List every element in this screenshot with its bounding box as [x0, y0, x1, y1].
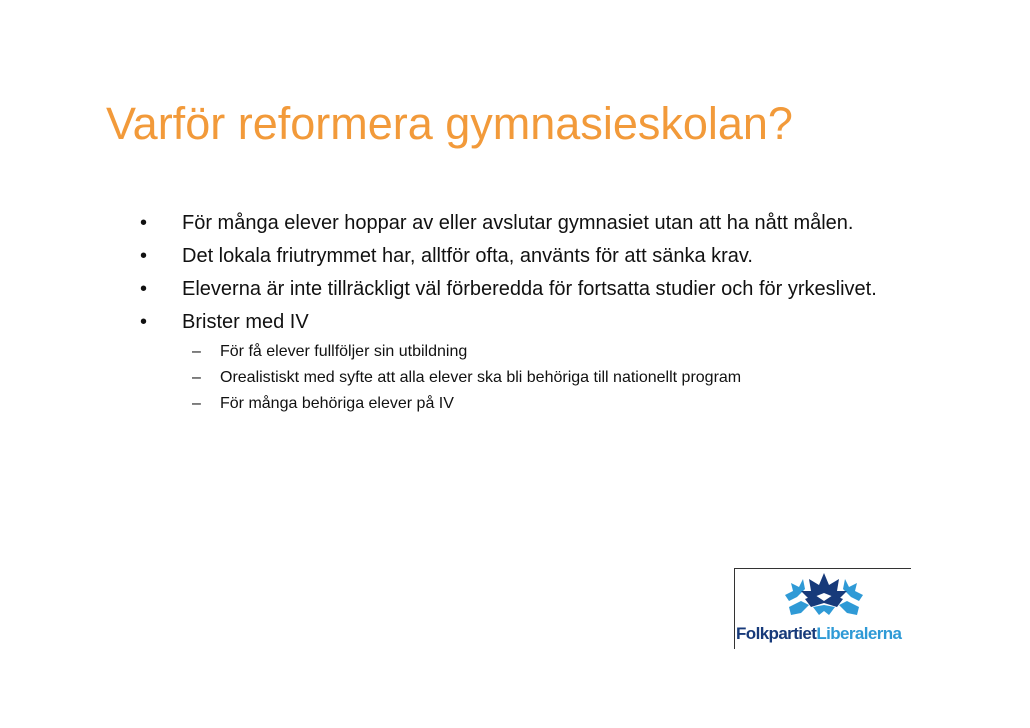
bullet-list: [140, 210, 900, 423]
party-logo: [734, 568, 911, 649]
logo-text-liberalerna: Liberalerna: [816, 624, 902, 643]
bullet-item: [140, 210, 900, 237]
sub-bullet-text: För få elever fullföljer sin utbildning: [220, 343, 468, 360]
logo-text-folkpartiet: Folkpartiet: [736, 624, 817, 643]
star-crown-logo-icon: [779, 571, 869, 621]
sub-bullet-marker: –: [192, 369, 201, 386]
bullet-marker: •: [140, 245, 148, 267]
sub-bullet-list: [182, 339, 900, 417]
bullet-item: [140, 276, 900, 303]
bullet-item: [140, 309, 900, 417]
bullet-text: Brister med IV: [182, 311, 309, 333]
bullet-text: Eleverna är inte tillräckligt väl förberedda för fortsatta studier och för yrkeslivet.: [182, 278, 877, 300]
slide-title: Varför reformera gymnasieskolan?: [106, 98, 793, 149]
sub-bullet-text: För många behöriga elever på IV: [220, 395, 454, 412]
sub-bullet-marker: –: [192, 395, 201, 412]
party-logo-text: [736, 623, 901, 645]
bullet-marker: •: [140, 278, 148, 300]
sub-bullet-item: [182, 365, 900, 391]
sub-bullet-text: Orealistiskt med syfte att alla elever ska bli behöriga till nationellt program: [220, 369, 742, 386]
sub-bullet-item: [182, 339, 900, 365]
bullet-marker: •: [140, 212, 148, 234]
sub-bullet-marker: –: [192, 343, 201, 360]
bullet-text: Det lokala friutrymmet har, alltför ofta, använts för att sänka krav.: [182, 245, 753, 267]
bullet-marker: •: [140, 311, 148, 333]
bullet-item: [140, 243, 900, 270]
bullet-text: För många elever hoppar av eller avslutar gymnasiet utan att ha nått målen.: [182, 212, 854, 234]
sub-bullet-item: [182, 391, 900, 417]
